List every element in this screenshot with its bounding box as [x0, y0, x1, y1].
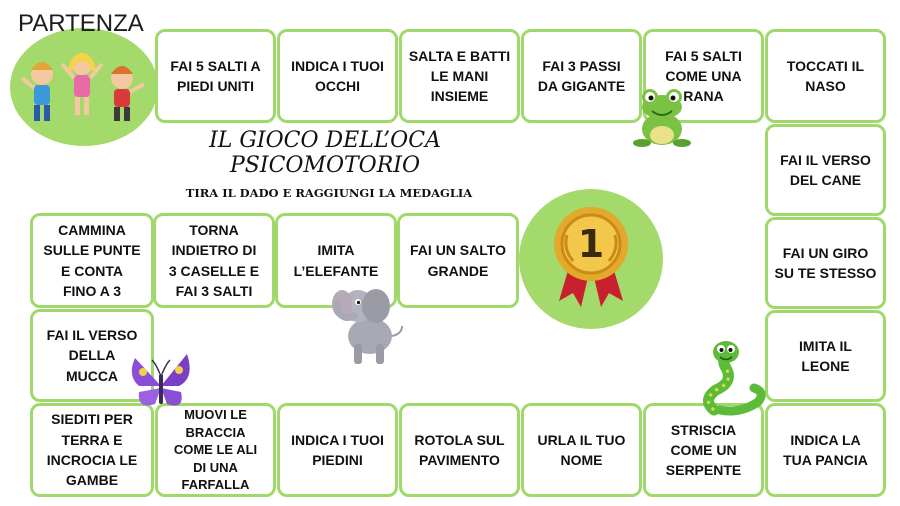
board-cell-6[interactable]: TOCCATI IL NASO: [765, 29, 886, 123]
board-cell-15[interactable]: MUOVI LE BRACCIA COME LE ALI DI UNA FARFALLA: [155, 403, 276, 497]
board-subtitle: TIRA IL DADO E RAGGIUNGI LA MEDAGLIA: [185, 186, 473, 200]
start-circle: [10, 28, 158, 146]
board-cell-16[interactable]: SIEDITI PER TERRA E INCROCIA LE GAMBE: [30, 403, 154, 497]
board-cell-5[interactable]: FAI 5 SALTI COME UNA RANA: [643, 29, 764, 123]
start-label: PARTENZA: [18, 10, 144, 37]
board-cell-11[interactable]: STRISCIA COME UN SERPENTE: [643, 403, 764, 497]
board-cell-14[interactable]: INDICA I TUOI PIEDINI: [277, 403, 398, 497]
medal-icon: [519, 189, 663, 329]
board-cell-1[interactable]: FAI 5 SALTI A PIEDI UNITI: [155, 29, 276, 123]
board-cell-17[interactable]: FAI IL VERSO DELLA MUCCA: [30, 309, 154, 402]
board-cell-2[interactable]: INDICA I TUOI OCCHI: [277, 29, 398, 123]
board-cell-12[interactable]: URLA IL TUO NOME: [521, 403, 642, 497]
butterfly-icon: [127, 352, 195, 414]
board-cell-4[interactable]: FAI 3 PASSI DA GIGANTE: [521, 29, 642, 123]
board-cell-9[interactable]: IMITA IL LEONE: [765, 310, 886, 402]
board-cell-20[interactable]: IMITA L’ELEFANTE: [275, 213, 397, 308]
board-cell-10[interactable]: INDICA LA TUA PANCIA: [765, 403, 886, 497]
board-cell-8[interactable]: FAI UN GIRO SU TE STESSO: [765, 217, 886, 309]
children-icon: [10, 28, 158, 146]
board-cell-13[interactable]: ROTOLA SUL PAVIMENTO: [399, 403, 520, 497]
board-cell-18[interactable]: CAMMINA SULLE PUNTE E CONTA FINO A 3: [30, 213, 154, 308]
frog-icon: [630, 85, 694, 151]
medal-number: 1: [577, 222, 605, 266]
board-cell-19[interactable]: TORNA INDIETRO DI 3 CASELLE E FAI 3 SALTI: [153, 213, 275, 308]
board-title: IL GIOCO DELL’OCA PSICOMOTORIO: [209, 128, 441, 179]
board-cell-21[interactable]: FAI UN SALTO GRANDE: [397, 213, 519, 308]
elephant-icon: [330, 280, 408, 368]
snake-icon: [700, 340, 766, 416]
board-cell-7[interactable]: FAI IL VERSO DEL CANE: [765, 124, 886, 216]
board-cell-3[interactable]: SALTA E BATTI LE MANI INSIEME: [399, 29, 520, 123]
